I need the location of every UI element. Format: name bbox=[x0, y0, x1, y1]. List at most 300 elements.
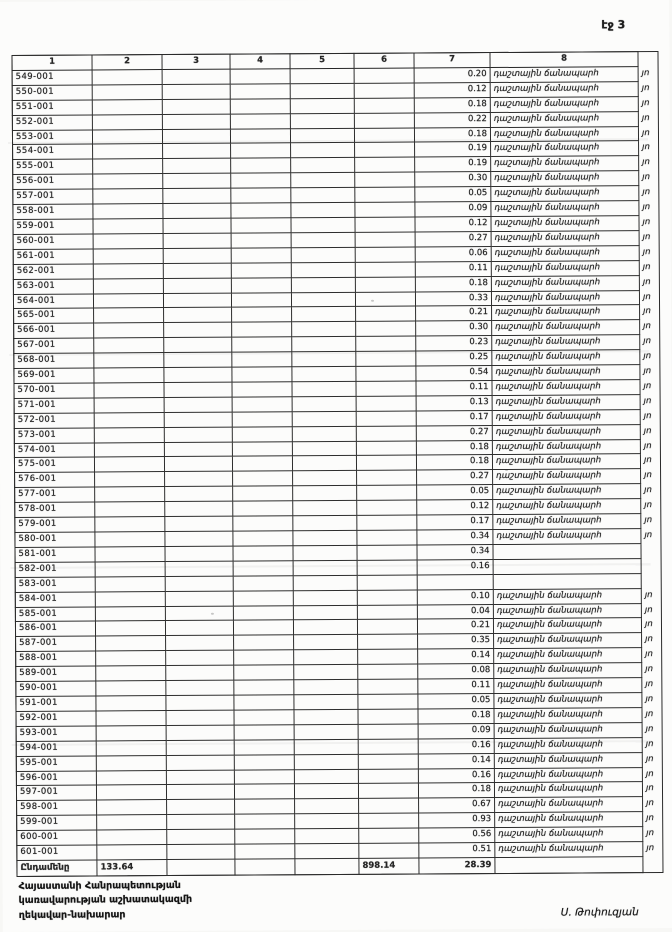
cell-code: 577-001 bbox=[15, 487, 95, 502]
cell-col6 bbox=[357, 545, 417, 560]
cell-col5 bbox=[291, 217, 355, 232]
page-number: էջ 3 bbox=[601, 18, 626, 32]
cell-value: 0.22 bbox=[414, 112, 490, 127]
cell-col6 bbox=[359, 813, 419, 828]
issuer-line-2: կառավարության աշխատակազմի bbox=[18, 894, 193, 907]
cell-road-type: դաշտային ճանապարհ bbox=[492, 335, 640, 351]
cell-col3 bbox=[163, 293, 231, 308]
cell-col5 bbox=[291, 277, 355, 292]
cell-col5 bbox=[291, 292, 355, 307]
cell-code: 584-001 bbox=[15, 592, 95, 607]
cell-col4 bbox=[233, 605, 293, 620]
cell-value: 0.18 bbox=[416, 455, 492, 470]
cell-road-type: դաշտային ճանապարհ bbox=[494, 722, 642, 738]
cell-col4 bbox=[230, 98, 290, 113]
cell-code: 575-001 bbox=[14, 457, 94, 472]
cell-value: 0.35 bbox=[418, 634, 494, 649]
cell-code: 567-001 bbox=[14, 338, 94, 353]
margin-mark: յո bbox=[642, 202, 651, 213]
cell-col2 bbox=[93, 263, 163, 278]
margin-mark: յո bbox=[643, 366, 652, 377]
margin-mark: յո bbox=[641, 127, 650, 138]
cell-col6 bbox=[355, 277, 415, 292]
cell-col5 bbox=[290, 83, 354, 98]
cell-road-type: դաշտային ճանապարհ bbox=[490, 111, 638, 127]
cell-value: 0.33 bbox=[415, 291, 491, 306]
cell-col4 bbox=[231, 158, 291, 173]
cell-value: 0.34 bbox=[417, 530, 493, 545]
cell-col4 bbox=[232, 307, 292, 322]
cell-value: 0.17 bbox=[416, 410, 492, 425]
cell-col4 bbox=[232, 382, 292, 397]
cell-value: 0.56 bbox=[419, 828, 495, 843]
cell-col4 bbox=[230, 84, 290, 99]
cell-col4 bbox=[232, 367, 292, 382]
cell-road-type: դաշտային ճանապարհ bbox=[491, 260, 639, 276]
cell-col3 bbox=[165, 591, 233, 606]
cell-col5 bbox=[292, 456, 356, 471]
cell-col3 bbox=[165, 621, 233, 636]
cell-col5 bbox=[293, 501, 357, 516]
cell-col4 bbox=[231, 262, 291, 277]
cell-col4 bbox=[234, 784, 294, 799]
margin-mark: յո bbox=[645, 723, 654, 734]
cell-col2 bbox=[95, 621, 165, 636]
cell-col2 bbox=[96, 636, 166, 651]
cell-col4 bbox=[235, 844, 295, 859]
cell-road-type bbox=[493, 544, 641, 560]
cell-road-type bbox=[493, 558, 641, 574]
cell-road-type: դաշտային ճանապարհ bbox=[492, 350, 640, 366]
cell-col6 bbox=[357, 485, 417, 500]
margin-mark: յո bbox=[644, 530, 653, 541]
cell-value: 0.18 bbox=[418, 783, 494, 798]
cell-road-type: դաշտային ճանապարհ bbox=[492, 424, 640, 440]
margin-mark: յո bbox=[644, 485, 652, 496]
cell-col2 bbox=[95, 487, 165, 502]
cell-col5 bbox=[292, 366, 356, 381]
cell-code: 593-001 bbox=[16, 726, 96, 741]
cell-road-type: դաշտային ճանապարհ bbox=[491, 290, 639, 306]
cell-col2 bbox=[93, 159, 163, 174]
column-header: 5 bbox=[290, 53, 354, 68]
cell-value: 0.18 bbox=[418, 708, 494, 723]
cell-col3 bbox=[166, 635, 234, 650]
cell-col4 bbox=[235, 799, 295, 814]
cell-col6 bbox=[356, 306, 416, 321]
margin-mark: յո bbox=[642, 231, 651, 242]
cell-col3 bbox=[163, 278, 231, 293]
cell-road-type: դաշտային ճանապարհ bbox=[490, 126, 638, 142]
margin-mark: յո bbox=[642, 187, 651, 198]
margin-mark: յո bbox=[644, 515, 653, 526]
cell-col4 bbox=[233, 561, 293, 576]
cell-code: 592-001 bbox=[16, 711, 96, 726]
margin-mark: յո bbox=[643, 336, 652, 347]
cell-col3 bbox=[164, 442, 232, 457]
margin-mark: յո bbox=[646, 798, 654, 809]
cell-col3 bbox=[165, 606, 233, 621]
margin-mark: յո bbox=[643, 351, 652, 362]
cell-value: 0.13 bbox=[416, 395, 492, 410]
cell-col6 bbox=[356, 426, 416, 441]
cell-road-type: դաշտային ճանապարհ bbox=[491, 275, 639, 291]
cell-col3 bbox=[164, 412, 232, 427]
margin-mark: յո bbox=[642, 157, 650, 168]
cell-col2 bbox=[93, 293, 163, 308]
cell-col3 bbox=[163, 218, 231, 233]
cell-road-type: դաշտային ճանապարհ bbox=[493, 603, 641, 619]
margin-mark: յո bbox=[645, 708, 654, 719]
cell-col5 bbox=[292, 411, 356, 426]
cell-value: 0.27 bbox=[415, 231, 491, 246]
cell-col5 bbox=[294, 694, 358, 709]
cell-col3 bbox=[165, 472, 233, 487]
cell-col2 bbox=[92, 69, 162, 84]
cell-col4 bbox=[234, 739, 294, 754]
cell-road-type: դաշտային ճանապարհ bbox=[492, 454, 640, 470]
cell-col6 bbox=[358, 694, 418, 709]
cell-col5 bbox=[294, 650, 358, 665]
cell-code: 559-001 bbox=[13, 219, 93, 234]
cell-col4 bbox=[232, 426, 292, 441]
cell-value: 0.11 bbox=[418, 679, 494, 694]
margin-mark: յո bbox=[643, 321, 651, 332]
cell-code: 549-001 bbox=[12, 70, 92, 85]
cell-road-type: դաշտային ճանապարհ bbox=[494, 633, 642, 649]
cell-col4 bbox=[230, 128, 290, 143]
cell-value: 0.06 bbox=[415, 246, 491, 261]
cell-col2 bbox=[92, 84, 162, 99]
cell-col3 bbox=[163, 248, 231, 263]
cell-value: 0.20 bbox=[414, 67, 490, 82]
cell-code: 560-001 bbox=[13, 234, 93, 249]
cell-col4 bbox=[232, 352, 292, 367]
cell-value: 0.09 bbox=[418, 723, 494, 738]
cell-value: 0.18 bbox=[416, 440, 492, 455]
road-list-table bbox=[11, 51, 663, 877]
cell-col3 bbox=[167, 799, 235, 814]
cell-col6 bbox=[358, 739, 418, 754]
cell-col6 bbox=[355, 217, 415, 232]
margin-mark: յո bbox=[643, 440, 652, 451]
cell-col6 bbox=[355, 202, 415, 217]
cell-code: 586-001 bbox=[15, 621, 95, 636]
cell-code: 552-001 bbox=[12, 115, 92, 130]
cell-value: 0.23 bbox=[416, 336, 492, 351]
cell-col2 bbox=[94, 368, 164, 383]
cell-road-type: դաշտային ճանապարհ bbox=[492, 380, 640, 396]
cell-code: 568-001 bbox=[14, 353, 94, 368]
cell-col5 bbox=[293, 471, 357, 486]
margin-mark: յո bbox=[641, 112, 650, 123]
cell-col6 bbox=[358, 754, 418, 769]
cell-col2 bbox=[95, 576, 165, 591]
cell-value: 0.12 bbox=[417, 500, 493, 515]
cell-col5 bbox=[292, 426, 356, 441]
cell-col3 bbox=[166, 650, 234, 665]
cell-col3 bbox=[163, 188, 231, 203]
cell-col6 bbox=[355, 187, 415, 202]
margin-mark: յո bbox=[643, 395, 652, 406]
margin-mark: յո bbox=[643, 381, 652, 392]
cell-col2 bbox=[94, 353, 164, 368]
cell-road-type: դաշտային ճանապարհ bbox=[494, 678, 642, 694]
cell-col5 bbox=[293, 530, 357, 545]
cell-col3 bbox=[162, 129, 230, 144]
cell-col2 bbox=[95, 561, 165, 576]
cell-col3 bbox=[165, 501, 233, 516]
cell-col4 bbox=[234, 769, 294, 784]
cell-col2 bbox=[94, 323, 164, 338]
cell-value: 0.04 bbox=[417, 604, 493, 619]
cell-col2 bbox=[94, 457, 164, 472]
margin-mark: յո bbox=[642, 291, 651, 302]
cell-col5 bbox=[292, 381, 356, 396]
cell-road-type: դաշտային ճանապարհ bbox=[491, 171, 639, 187]
cell-value: 0.93 bbox=[419, 813, 495, 828]
cell-code: 585-001 bbox=[15, 607, 95, 622]
cell-col3 bbox=[166, 695, 234, 710]
cell-col3 bbox=[164, 397, 232, 412]
cell-col3 bbox=[163, 233, 231, 248]
cell-road-type: դաշտային ճանապարհ bbox=[494, 752, 642, 768]
cell-road-type: դաշտային ճանապարհ bbox=[490, 96, 638, 112]
cell-col4 bbox=[233, 516, 293, 531]
cell-road-type: դաշտային ճանապարհ bbox=[494, 648, 642, 664]
cell-value: 0.05 bbox=[415, 187, 491, 202]
cell-code: 590-001 bbox=[16, 681, 96, 696]
cell-col4 bbox=[232, 337, 292, 352]
cell-col5 bbox=[294, 769, 358, 784]
cell-road-type: դաշտային ճանապարհ bbox=[494, 693, 642, 709]
cell-col5 bbox=[291, 143, 355, 158]
cell-code: 564-001 bbox=[13, 293, 93, 308]
cell-road-type: դաշտային ճանապարհ bbox=[493, 499, 641, 515]
cell-col6 bbox=[358, 709, 418, 724]
cell-col5 bbox=[291, 158, 355, 173]
cell-value: 0.19 bbox=[415, 142, 491, 157]
cell-col3 bbox=[163, 144, 231, 159]
total-length-value: 133.64 bbox=[97, 859, 167, 875]
cell-col5 bbox=[292, 352, 356, 367]
cell-code: 597-001 bbox=[16, 785, 96, 800]
cell-col2 bbox=[93, 233, 163, 248]
cell-col4 bbox=[233, 575, 293, 590]
cell-code: 561-001 bbox=[13, 249, 93, 264]
cell-col5 bbox=[295, 828, 359, 843]
cell-value: 0.12 bbox=[415, 217, 491, 232]
cell-col5 bbox=[292, 322, 356, 337]
cell-col5 bbox=[290, 68, 354, 83]
cell-code: 554-001 bbox=[13, 144, 93, 159]
cell-col5 bbox=[294, 635, 358, 650]
cell-col4 bbox=[232, 397, 292, 412]
cell-col2 bbox=[92, 99, 162, 114]
cell-col6 bbox=[357, 530, 417, 545]
column-header: 8 bbox=[490, 52, 638, 68]
cell-col6 bbox=[356, 411, 416, 426]
cell-code: 591-001 bbox=[16, 696, 96, 711]
margin-mark: յո bbox=[643, 455, 652, 466]
cell-col4 bbox=[233, 471, 293, 486]
cell-col4 bbox=[234, 695, 294, 710]
cell-col2 bbox=[93, 219, 163, 234]
cell-col6 bbox=[356, 351, 416, 366]
cell-col5 bbox=[291, 202, 355, 217]
cell-road-type: դաշտային ճանապարհ bbox=[493, 529, 641, 545]
cell-col3 bbox=[166, 680, 234, 695]
cell-col4 bbox=[234, 635, 294, 650]
cell-code: 574-001 bbox=[14, 443, 94, 458]
cell-col2 bbox=[96, 696, 166, 711]
cell-col2 bbox=[96, 740, 166, 755]
cell-col2 bbox=[96, 681, 166, 696]
cell-col2 bbox=[92, 129, 162, 144]
cell-code: 556-001 bbox=[13, 174, 93, 189]
cell-col5 bbox=[294, 724, 358, 739]
cell-col3 bbox=[162, 69, 230, 84]
cell-col4 bbox=[235, 829, 295, 844]
cell-value: 0.05 bbox=[418, 694, 494, 709]
cell-road-type: դաշտային ճանապարհ bbox=[494, 663, 642, 679]
cell-code: 570-001 bbox=[14, 383, 94, 398]
cell-col4 bbox=[230, 69, 290, 84]
cell-col6 bbox=[358, 783, 418, 798]
margin-mark: յո bbox=[645, 694, 654, 705]
cell-col4 bbox=[234, 665, 294, 680]
cell-road-type: դաշտային ճանապարհ bbox=[491, 245, 639, 261]
cell-code: 582-001 bbox=[15, 562, 95, 577]
cell-code: 551-001 bbox=[12, 100, 92, 115]
cell-col2 bbox=[96, 725, 166, 740]
cell-code: 566-001 bbox=[14, 323, 94, 338]
cell-col5 bbox=[290, 98, 354, 113]
cell-col2 bbox=[97, 800, 167, 815]
cell-col6 bbox=[358, 664, 418, 679]
cell-col3 bbox=[166, 710, 234, 725]
cell-col6 bbox=[357, 560, 417, 575]
cell-col4 bbox=[232, 441, 292, 456]
cell-road-type: դաշտային ճանապարհ bbox=[492, 439, 640, 455]
margin-mark bbox=[641, 573, 661, 588]
cell-col6 bbox=[356, 441, 416, 456]
cell-col4 bbox=[231, 248, 291, 263]
cell-road-type: դաշտային ճանապարհ bbox=[494, 782, 642, 798]
cell-col6 bbox=[354, 68, 414, 83]
cell-col3 bbox=[166, 785, 234, 800]
cell-col5 bbox=[291, 262, 355, 277]
cell-road-type: դաշտային ճանապարհ bbox=[492, 409, 640, 425]
cell-col6 bbox=[359, 828, 419, 843]
cell-col3 bbox=[166, 725, 234, 740]
cell-col2 bbox=[95, 546, 165, 561]
cell-col5 bbox=[291, 247, 355, 262]
margin-mark: յո bbox=[644, 604, 653, 615]
margin-mark: յո bbox=[643, 425, 652, 436]
cell-col3 bbox=[167, 814, 235, 829]
cell-col4 bbox=[231, 188, 291, 203]
cell-col2 bbox=[95, 517, 165, 532]
cell-value: 0.16 bbox=[418, 738, 494, 753]
cell-col4 bbox=[231, 292, 291, 307]
margin-mark: յո bbox=[642, 172, 651, 183]
cell-value: 0.16 bbox=[418, 768, 494, 783]
cell-col4 bbox=[233, 486, 293, 501]
cell-code: 580-001 bbox=[15, 532, 95, 547]
cell-code: 562-001 bbox=[13, 264, 93, 279]
margin-mark: յո bbox=[644, 500, 653, 511]
cell-road-type: դաշտային ճանապարհ bbox=[495, 812, 643, 828]
cell-code: 550-001 bbox=[12, 85, 92, 100]
cell-col6 bbox=[354, 128, 414, 143]
cell-value: 0.18 bbox=[414, 127, 490, 142]
cell-col6 bbox=[355, 157, 415, 172]
margin-mark: յո bbox=[642, 246, 651, 257]
cell-col6 bbox=[357, 590, 417, 605]
cell-col6 bbox=[359, 843, 419, 858]
cell-code: 557-001 bbox=[13, 189, 93, 204]
cell-col2 bbox=[96, 651, 166, 666]
cell-col3 bbox=[166, 665, 234, 680]
cell-col6 bbox=[355, 172, 415, 187]
cell-col4 bbox=[231, 218, 291, 233]
column-header: 3 bbox=[162, 54, 230, 69]
cell-col5 bbox=[294, 709, 358, 724]
cell-col5 bbox=[295, 843, 359, 858]
cell-col6 bbox=[358, 724, 418, 739]
cell-col4 bbox=[231, 173, 291, 188]
cell-col3 bbox=[163, 203, 231, 218]
cell-col2 bbox=[97, 830, 167, 845]
cell-col3 bbox=[166, 740, 234, 755]
cell-col4 bbox=[233, 501, 293, 516]
cell-road-type: դաշտային ճանապարհ bbox=[493, 514, 641, 530]
cell-col6 bbox=[357, 575, 417, 590]
cell-col3 bbox=[165, 561, 233, 576]
column-header: 1 bbox=[12, 55, 92, 70]
cell-col2 bbox=[93, 174, 163, 189]
margin-mark: յո bbox=[646, 813, 654, 824]
cell-col6 bbox=[359, 798, 419, 813]
cell-road-type: դաշտային ճանապարհ bbox=[491, 216, 639, 232]
cell-road-type: դաշտային ճանապարհ bbox=[492, 320, 640, 336]
cell-col2 bbox=[94, 427, 164, 442]
cell-code: 572-001 bbox=[14, 413, 94, 428]
margin-mark: յո bbox=[644, 619, 653, 630]
cell-code: 583-001 bbox=[15, 577, 95, 592]
issuer-line-3: ղեկավար-նախարար bbox=[18, 908, 126, 921]
cell-col2 bbox=[96, 666, 166, 681]
cell-col6 bbox=[355, 232, 415, 247]
cell-value: 0.30 bbox=[415, 172, 491, 187]
cell-col5 bbox=[294, 679, 358, 694]
cell-road-type: դաշտային ճանապարհ bbox=[494, 767, 642, 783]
cell-col3 bbox=[164, 322, 232, 337]
issuer-line-1: Հայաստանի Հանրապետության bbox=[18, 879, 181, 892]
cell-col5 bbox=[292, 441, 356, 456]
cell-road-type: դաշտային ճանապարհ bbox=[495, 842, 643, 858]
cell-col2 bbox=[96, 785, 166, 800]
cell-col5 bbox=[293, 575, 357, 590]
column-header: 4 bbox=[230, 54, 290, 69]
margin-mark: յո bbox=[645, 634, 653, 645]
cell-value: 0.67 bbox=[419, 798, 495, 813]
total-col6-value: 898.14 bbox=[359, 858, 419, 874]
cell-value: 0.25 bbox=[416, 351, 492, 366]
cell-col4 bbox=[232, 322, 292, 337]
margin-mark: յո bbox=[641, 67, 650, 79]
